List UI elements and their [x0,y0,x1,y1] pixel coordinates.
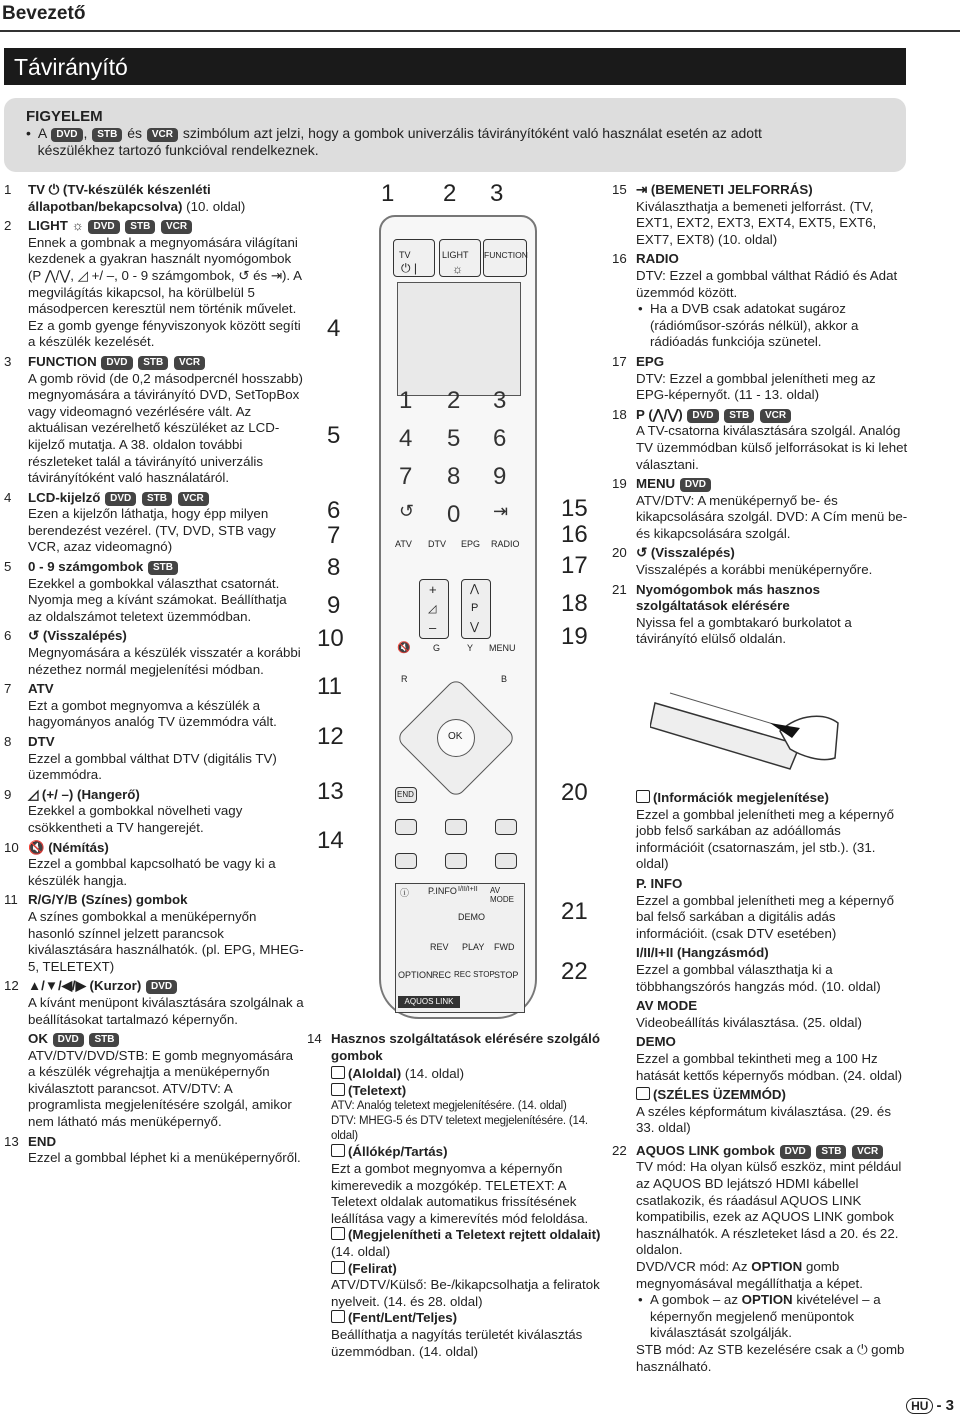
tv-power-button[interactable]: TV ⏻ | [393,239,435,277]
key-9[interactable]: 9 [493,463,507,490]
right-column [612,182,908,651]
callout-17: 17 [561,552,588,579]
hold-button[interactable] [495,819,517,835]
tag-dvd: DVD [53,1033,84,1047]
rec-stop-button[interactable]: REC STOP [454,970,495,979]
page-title: Távirányító [4,48,906,85]
cover-opening-illustration [650,683,840,771]
key-0[interactable]: 0 [447,501,461,528]
lcd-display [397,282,521,396]
right-item: 17 EPG DTV: Ezzel a gombbal jelenítheti meg az EPG-képernyőt. (11 - 13. oldal) [612,353,876,403]
blue-button[interactable]: B [501,674,508,684]
callout-15: 15 [561,495,588,522]
left-item: 9 ◿ (+/ –) (Hangerő) Ezekkel a gombokkal növelheti vagy csökkentheti a TV hangerejét. [4,786,243,835]
hold-icon [331,1144,345,1157]
key-2[interactable]: 2 [447,387,461,414]
red-button[interactable]: R [401,674,408,684]
key-7[interactable]: 7 [399,463,413,490]
left-item: 1 TV ⏻ (TV-készülék készenléti állapotban/bekapcsolva) (10. oldal) [4,182,246,214]
subpage-icon [331,1066,345,1079]
rec-button[interactable]: REC [432,970,452,980]
tag-stb: STB [142,492,172,506]
callout-11: 11 [317,673,342,700]
tag-stb: STB [92,128,122,142]
ok-button[interactable]: OK [437,719,475,757]
left-item: 7 ATV Ezt a gombot megnyomva a készülék a hagyományos analóg TV üzemmódra vált. [4,681,277,730]
left-item: 13 END Ezzel a gombbal léphet ki a menüképernyőről. [4,1133,301,1166]
left-item: 11 R/G/Y/B (Színes) gombok A színes gombokkal a menüképernyőn hasonló színnel jelzett parancsok kiválasztására használhatók. (pl. EPG, MHEG-5, TELETEXT) [4,892,304,974]
callout-22: 22 [561,958,588,985]
pinfo-button[interactable]: P.INFO [428,886,457,896]
tag-dvd: DVD [51,128,82,142]
light-button[interactable]: LIGHT ☼ [439,239,481,277]
callout-2: 2 [443,180,457,207]
right-item: 19 MENU DVD ATV/DTV: A menüképernyő be- és kikapcsolására szolgál. DVD: A Cím menü be- és kikapcsolására szolgál. [612,476,908,541]
tag-stb: STB [148,561,178,575]
atv-button[interactable]: ATV [395,539,412,549]
cover-panel [395,883,525,1013]
callout-4: 4 [327,315,341,342]
zoom-button[interactable] [495,853,517,869]
key-6[interactable]: 6 [493,425,507,452]
left-item: 3 FUNCTION DVD STB VCR A gomb rövid (de 0,2 másodpercnél hosszabb) megnyomására a távirányító DVD, SetTopBox vagy videomagnó vezérlésére vált. Az aktuálisan vezérelhető készüléket az LCD-kijelző mutatja. A 38. oldalon további részleteket talál a távirányító univerzális távirányítóként való használatáról. [4,353,303,486]
key-4[interactable]: 4 [399,425,413,452]
left-item: 10 🔇 (Némítás) Ezzel a gombbal kapcsolható be vagy ki a készülék hangja. [4,839,276,888]
light-icon: ☼ [452,262,463,276]
warning-title: FIGYELEM [26,108,103,125]
callout-1: 1 [381,180,395,207]
warning-text: • A DVD , STB és VCR szimbólum azt jelzi, hogy a gombok univerzális távirányítóként való használat esetén az adott készülékhez tartozó funkcióval rendelkeznek. [26,125,762,158]
teletext-button[interactable] [445,819,467,835]
aquos-link-label: AQUOS LINK [398,996,460,1008]
callout-20: 20 [561,779,588,806]
chevron-down-icon: ⋁ [470,621,480,633]
tag-dvd: DVD [88,220,119,234]
left-item: 2 LIGHT ☼ DVD STB VCR Ennek a gombnak a megnyomására világítani kezdenek a gyakran használt nyomógombok (P ⋀/⋁, ◿ +/ –, 0 - 9 számgombok, ↺ és ⇥). A megvilágítás kikapcsol, ha körülbelül 5 másodpercen keresztül nem történik művelet. Ez a gomb gyenge fényviszonyok között segíti a készülék kezelését. [4,218,302,350]
option-button[interactable]: OPTION [398,970,433,980]
callout-6: 6 [327,497,341,524]
right-item: 18 P (⋀/⋁) DVD STB VCR A TV-csatorna kiválasztására szolgál. Analóg TV üzemmódban külső jelforrásokat is ki lehet választani. [612,406,908,472]
teletext-icon [331,1083,345,1096]
left-item: OK DVD STB ATV/DTV/DVD/STB: E gomb megnyomására a készülék végrehajtja a menüképernyőn kiválasztott parancsot. ATV/DTV: A programlista megjelenítésére szolgál, amikor nem látható más menüképernyő. [28,1031,294,1130]
callout-18: 18 [561,590,588,617]
subtitle-button[interactable] [445,853,467,869]
key-3[interactable]: 3 [493,387,507,414]
power-icon: ⏻ | [401,261,417,275]
rev-button[interactable]: REV [430,942,449,952]
green-button[interactable]: G [433,643,441,653]
mute-icon[interactable]: 🔇 [397,642,411,654]
tag-dvd: DVD [687,409,718,423]
left-item: 12 ▲/▼/◀/▶ (Kurzor) DVD A kívánt menüpont kiválasztására szolgálnak a beállításokat tartalmazó képernyőn. [4,978,304,1027]
fwd-button[interactable]: FWD [494,942,515,952]
key-8[interactable]: 8 [447,463,461,490]
tag-dvd: DVD [101,356,132,370]
item-22: 22 AQUOS LINK gombok DVD STB VCR TV mód: Ha olyan külső eszköz, mint például az AQUOS BD lejátszó HDMI kábellel csatlakozik, és ráadásul AQUOS LINK kompatibilis, ezek az AQUOS LINK gombok használhatók. A részleteket lásd a 20. és 22. oldalon. DVD/VCR mód: Az OPTION gomb megnyomásával megállíthatja a képet. • A gombok – az OPTION kivételével – a képernyőn megjelenő menüpontok kiválasztását szolgálják. STB mód: Az STB kezelésére csak a ⏻ gomb használható. [612,1143,908,1375]
callout-21: 21 [561,898,588,925]
tag-dvd: DVD [146,980,177,994]
tag-vcr: VCR [178,492,209,506]
right-info-list: (Információk megjelenítése) Ezzel a gombbal jelenítheti meg a képernyő jobb felső sarkában az adóállomás információit (csatornaszám, jel stb.). (31. oldal) P. INFO Ezzel a gombbal jelenítheti meg a képernyő bal felső sarkában a digitális adás információit. (csak DTV esetében) I/II/I+II (Hangzásmód) Ezzel a gombbal választhatja ki a többhangszórós hangzás mód. (10. oldal) AV MODE Videobeállítás kiválasztása. (25. oldal) DEMO Ezzel a gombbal tekintheti meg a 100 Hz hatását kettős képernyős módban. (24. oldal) (SZÉLES ÜZEMMÓD) A széles képformátum kiválasztása. (29. és 33. oldal) 22 AQUOS LINK gombok DVD STB VCR TV mód: Ha olyan külső eszköz, mint például az AQUOS BD lejátszó HDMI kábellel csatlakozik, és ráadásul AQUOS LINK kompatibilis, ezek az AQUOS LINK gombok használhatók. A részleteket lásd a 20. és 22. oldalon. DVD/VCR mód: Az OPTION gomb megnyomásával megállíthatja a képet. • A gombok – az OPTION kivételével – a képernyőn megjelenő menüpontok kiválasztását szolgálják. STB mód: Az STB kezelésére csak a ⏻ gomb használható. [612,790,908,1378]
callout-19: 19 [561,623,588,650]
volume-icon: ◿ [428,603,437,615]
callout-10: 10 [317,625,344,652]
right-item: 21 Nyomógombok más hasznos szolgáltatások elérésére Nyissa fel a gombtakaró burkolatot a távirányító elülső oldalán. [612,581,852,647]
volume-rocker[interactable]: + ◿ – [419,579,449,639]
right-item: 20 ↺ (Visszalépés) Visszalépés a korábbi menüképernyőre. [612,545,873,578]
stop-button[interactable]: STOP [494,970,519,980]
right-item: 16 RADIO DTV: Ezzel a gombbal válthat Rádió és Adat üzemmód között. • Ha a DVB csak adatokat sugároz (rádióműsor-szórás nélkül), akkor a rádióadás funkciója szünetel. [612,251,908,351]
demo-button[interactable]: DEMO [458,912,485,922]
radio-button[interactable]: RADIO [491,539,520,549]
callout-12: 12 [317,723,344,750]
tag-stb: STB [138,356,168,370]
section-title: Bevezető [0,0,85,32]
info-icon[interactable]: ⓘ [400,888,410,898]
callout-5: 5 [327,422,341,449]
tag-stb: STB [89,1033,119,1047]
yellow-button[interactable]: Y [467,643,474,653]
page-number: HU - 3 [906,1397,954,1414]
left-item: 6 ↺ (Visszalépés) Megnyomására a készülék visszatér a korábbi nézethez normál megjelenítési módban. [4,628,301,677]
zoom-icon [331,1310,345,1323]
menu-button[interactable]: MENU [489,643,516,653]
callout-13: 13 [317,778,344,805]
key-5[interactable]: 5 [447,425,461,452]
return-key-icon[interactable]: ↺ [399,501,415,521]
av-mode-button[interactable]: AV MODE [490,886,514,904]
reveal-button[interactable] [395,853,417,869]
callout-7: 7 [327,522,341,549]
callout-3: 3 [490,180,504,207]
function-button[interactable]: FUNCTION [483,239,527,277]
left-item: 4 LCD-kijelző DVD STB VCR Ezen a kijelzőn láthatja, hogy épp milyen berendezést vezérel. (TV, DVD, STB vagy VCR, azaz videomagnó) [4,489,276,555]
wide-mode-icon [636,1087,650,1100]
subpage-button[interactable] [395,819,417,835]
program-rocker[interactable]: ⋀ P ⋁ [461,579,491,639]
tag-stb: STB [724,409,754,423]
tag-vcr: VCR [760,409,791,423]
input-key-icon[interactable]: ⇥ [493,501,509,521]
left-item: 5 0 - 9 számgombok STB Ezekkel a gombokkal választhat csatornát. Nyomja meg a kívánt számokat. Beállíthatja az oldalszámot teletext üzemmódban. [4,559,287,624]
info-icon [636,790,650,803]
item-14: 14 Hasznos szolgáltatások elérésére szolgáló gombok (Aloldal) (14. oldal) (Teletext) ATV: Analóg teletext megjelenítésére. (14. oldal) DTV: MHEG-5 és DTV teletext megjelenítésére. (14. oldal) (Állókép/Tartás) Ezt a gombot megnyomva a képernyőn kimerevedik a mozgókép. TELETEXT: A Teletext oldalak automatikus frissítésének leállítása vagy a kimerevítés mód feloldása. (Megjelenítheti a Teletext rejtett oldalait) (14. oldal) (Felirat) ATV/DTV/Külső: Be-/kikapcsolhatja a feliratok nyelveit. (14. és 28. oldal) (Fent/Lent/Teljes) Beállíthatja a nagyítás területét kiválasztás üzemmódban. (14. oldal) [307,1031,601,1359]
right-item: 15 ⇥ (BEMENETI JELFORRÁS) Kiválaszthatja a bemeneti jelforrást. (TV, EXT1, EXT2, EXT3, EXT4, EXT5, EXT6, EXT7, EXT8) (10. oldal) [612,182,877,247]
play-button[interactable]: PLAY [462,942,485,952]
section-divider [0,30,960,32]
callout-14: 14 [317,827,344,854]
tag-stb: STB [125,220,155,234]
remote-body [379,215,537,1019]
tag-dvd: DVD [680,478,711,492]
tag-vcr: VCR [147,128,178,142]
tag-vcr: VCR [174,356,205,370]
dtv-button[interactable]: DTV [428,539,446,549]
callout-8: 8 [327,554,341,581]
reveal-icon [331,1227,345,1240]
callout-16: 16 [561,521,588,548]
tag-dvd: DVD [105,492,136,506]
end-button[interactable]: END [395,787,417,803]
key-1[interactable]: 1 [399,387,413,414]
tag-vcr: VCR [161,220,192,234]
subtitle-icon [331,1261,345,1274]
warning-box [4,98,906,172]
left-item: 8 DTV Ezzel a gombbal válthat DTV (digitális TV) üzemmódra. [4,734,277,783]
epg-button[interactable]: EPG [461,539,481,549]
chevron-up-icon: ⋀ [470,583,480,595]
sound-mode-button[interactable]: I/II/I+II [458,886,478,893]
left-column [4,182,304,1170]
callout-9: 9 [327,592,341,619]
